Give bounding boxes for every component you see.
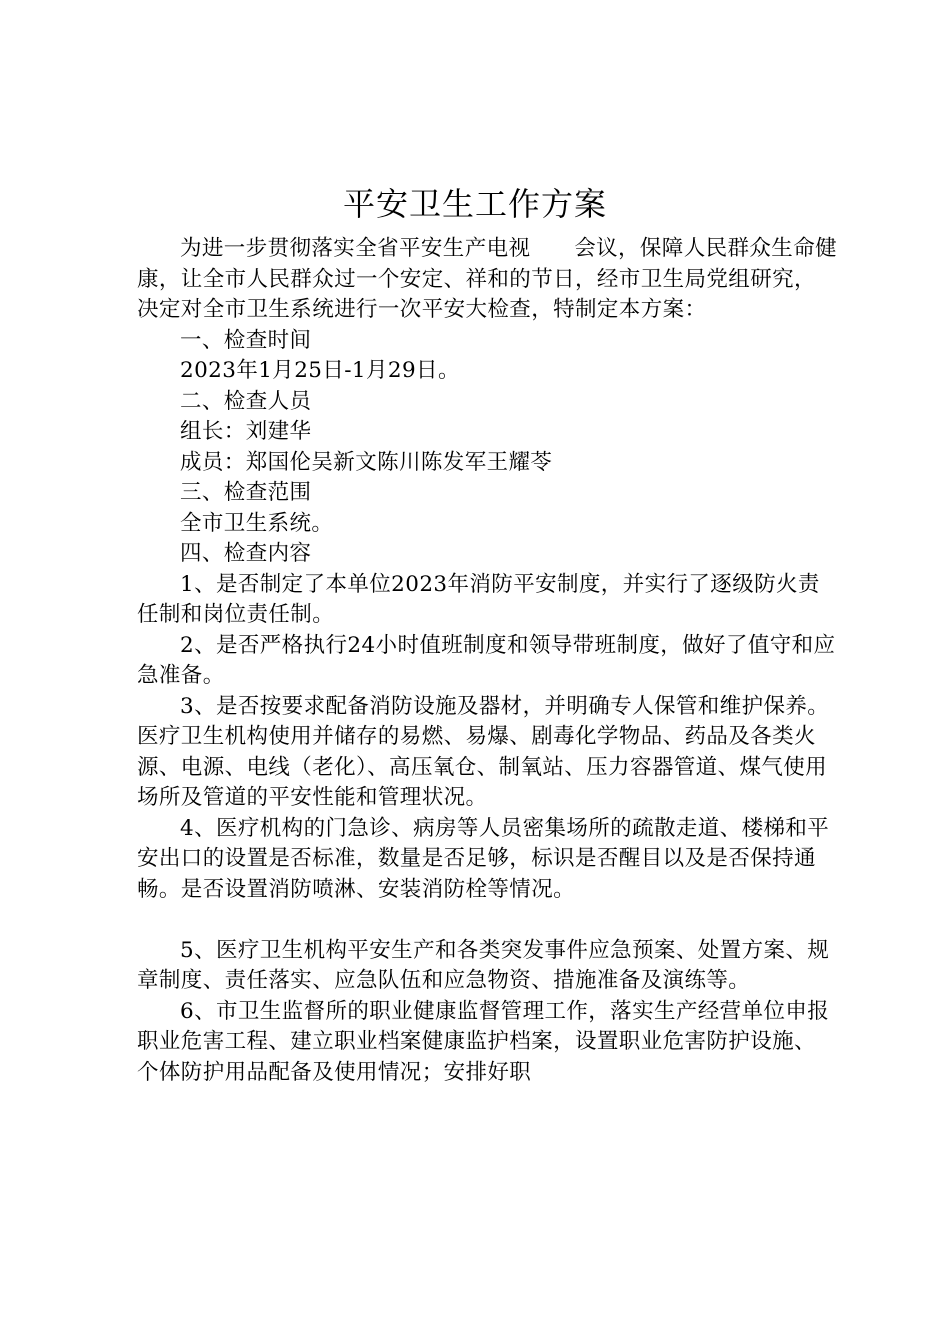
section-heading-time: 一、检查时间 — [180, 327, 312, 353]
inspection-date: 2023年1月25日-1月29日。 — [180, 358, 460, 383]
team-members: 成员：郑国伦吴新文陈川陈发军王耀苓 — [180, 449, 553, 475]
section-heading-scope: 三、检查范围 — [180, 480, 312, 505]
section-heading-content: 四、检查内容 — [180, 541, 312, 566]
content-item-6: 6、市卫生监督所的职业健康监督管理工作，落实生产经营单位申报职业危害工程、建立职业档案健康监护档案，设置职业危害防护设施、个体防护用品配备及使用情况；安排好职 — [137, 998, 830, 1085]
content-item-1: 1、是否制定了本单位2023年消防平安制度，并实行了逐级防火责任制和岗位责任制。 — [137, 571, 820, 627]
document-title: 平安卫生工作方案 — [342, 185, 607, 223]
content-item-4: 4、医疗机构的门急诊、病房等人员密集场所的疏散走道、楼梯和平安出口的设置是否标准，数量是否足够，标识是否醒目以及是否保持通畅。是否设置消防喷淋、安装消防栓等情况。 — [137, 815, 830, 902]
content-item-3: 3、是否按要求配备消防设施及器材，并明确专人保管和维护保养。医疗卫生机构使用并储存的易燃、易爆、剧毒化学物品、药品及各类火源、电源、电线（老化）、高压氧仓、制氧站、压力容器管道、煤气使用场所及管道的平安性能和管理状况。 — [137, 693, 830, 810]
content-item-2: 2、是否严格执行24小时值班制度和领导带班制度，做好了值守和应急准备。 — [137, 632, 836, 688]
team-leader: 组长：刘建华 — [180, 419, 312, 444]
intro-paragraph: 为进一步贯彻落实全省平安生产电视 会议，保障人民群众生命健康，让全市人民群众过一个安定、祥和的节日，经市卫生局党组研究，决定对全市卫生系统进行一次平安大检查，特制定本方案： — [137, 236, 838, 322]
content-item-5: 5、医疗卫生机构平安生产和各类突发事件应急预案、处置方案、规章制度、责任落实、应急队伍和应急物资、措施准备及演练等。 — [137, 937, 830, 993]
document-body — [137, 234, 837, 1088]
inspection-scope: 全市卫生系统。 — [180, 510, 334, 536]
section-heading-personnel: 二、检查人员 — [180, 388, 312, 414]
